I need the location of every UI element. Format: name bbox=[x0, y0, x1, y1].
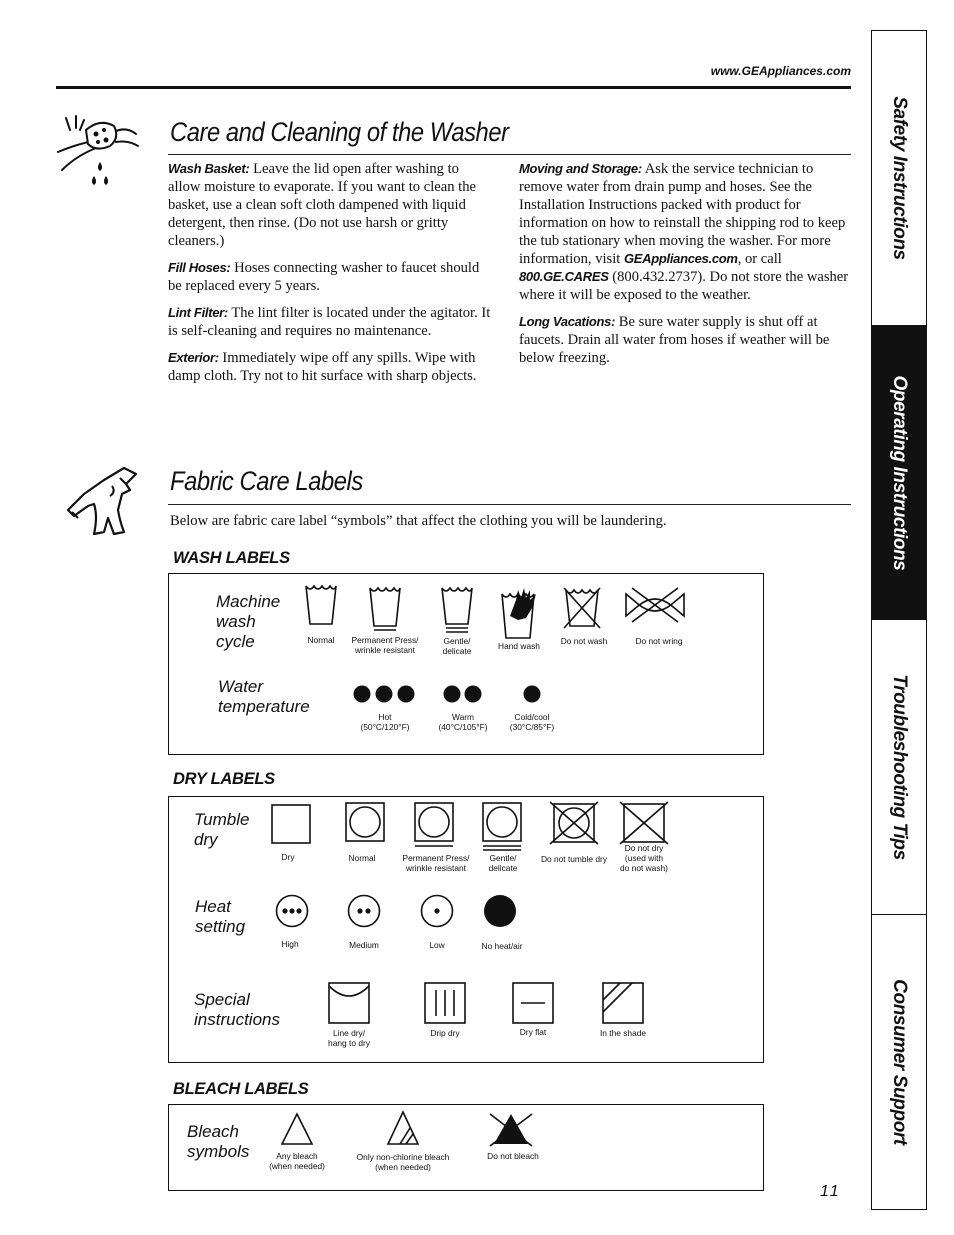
drip-dry-caption: Drip dry bbox=[430, 1028, 460, 1038]
hand-wash-icon bbox=[500, 586, 540, 644]
hand-wash-caption: Hand wash bbox=[498, 641, 540, 651]
care-title: Care and Cleaning of the Washer bbox=[170, 117, 509, 147]
do-not-wash-caption: Do not wash bbox=[560, 636, 608, 646]
warm-temperature-icon bbox=[442, 684, 484, 704]
machine-wash-cycle-label: Machine wash cycle bbox=[216, 592, 281, 651]
tumble-gentle-caption: Gentle/ delicate bbox=[488, 853, 518, 873]
dry-flat-caption: Dry flat bbox=[519, 1027, 547, 1037]
do-not-bleach-caption: Do not bleach bbox=[487, 1151, 539, 1161]
care-left-column bbox=[168, 160, 493, 394]
cold-temperature-icon bbox=[522, 684, 542, 704]
medium-heat-icon bbox=[347, 894, 381, 928]
fabric-intro: Below are fabric care label “symbols” that affect the clothing you will be laundering. bbox=[170, 513, 667, 529]
do-not-wring-icon bbox=[622, 586, 688, 624]
bleach-labels-box bbox=[168, 1104, 764, 1191]
hot-temperature-icon bbox=[352, 684, 418, 704]
tumble-dry-normal-icon bbox=[345, 802, 385, 842]
exterior-para: Exterior: Immediately wipe off any spills. Wipe with damp cloth. Try not to hit surface with sharp objects. bbox=[168, 350, 477, 384]
do-not-bleach-icon bbox=[486, 1110, 536, 1148]
dry-flat-icon bbox=[512, 982, 554, 1024]
dry-caption: Dry bbox=[281, 852, 295, 862]
long-vacations-para: Long Vacations: Be sure water supply is shut off at faucets. Drain all water from hoses if weather will be below freezing. bbox=[519, 314, 830, 366]
sponge-cleaning-icon bbox=[56, 112, 146, 194]
tab-consumer-label: Consumer Support bbox=[889, 979, 910, 1145]
wash-labels-heading: WASH LABELS bbox=[173, 549, 290, 567]
tab-consumer-support[interactable] bbox=[872, 915, 926, 1209]
bleach-symbols-label: Bleach symbols bbox=[187, 1122, 250, 1161]
line-dry-caption: Line dry/ hang to dry bbox=[328, 1028, 370, 1048]
heat-setting-label: Heat setting bbox=[195, 897, 246, 936]
tab-operating-instructions[interactable] bbox=[872, 325, 926, 620]
website-url: www.GEAppliances.com bbox=[710, 64, 851, 78]
tumble-dry-permanent-press-icon bbox=[414, 802, 454, 848]
tumble-dry-gentle-icon bbox=[482, 802, 522, 852]
no-heat-icon bbox=[483, 894, 517, 928]
non-chlorine-bleach-caption: Only non-chlorine bleach (when needed) bbox=[356, 1152, 450, 1172]
low-heat-icon bbox=[420, 894, 454, 928]
dry-icon bbox=[271, 804, 311, 844]
cold-caption: Cold/cool (30°C/85°F) bbox=[509, 712, 555, 732]
line-dry-icon bbox=[328, 982, 370, 1024]
shirt-icon bbox=[64, 460, 144, 540]
tab-safety-label: Safety Instructions bbox=[889, 96, 910, 260]
non-chlorine-bleach-icon bbox=[386, 1110, 420, 1146]
page-number: 11 bbox=[820, 1183, 841, 1200]
gentle-wash-caption: Gentle/ delicate bbox=[442, 636, 472, 656]
care-title-rule bbox=[168, 154, 851, 155]
gentle-wash-icon bbox=[440, 586, 474, 636]
wash-basket-para: Wash Basket: Leave the lid open after washing to allow moisture to evaporate. If you want to clean the basket, use a clean soft cloth dampened with liquid detergent, then rinse. (Do not use harsh or gritty cleaners.) bbox=[168, 161, 476, 249]
any-bleach-caption: Any bleach (when needed) bbox=[269, 1151, 325, 1171]
high-heat-icon bbox=[275, 894, 309, 928]
tab-troubleshooting-tips[interactable] bbox=[872, 620, 926, 915]
do-not-tumble-dry-caption: Do not tumble dry bbox=[540, 854, 608, 864]
special-instructions-label: Special instructions bbox=[194, 990, 280, 1029]
tumble-normal-caption: Normal bbox=[348, 853, 376, 863]
in-the-shade-caption: In the shade bbox=[599, 1028, 647, 1038]
do-not-dry-caption: Do not dry (used with do not wash) bbox=[620, 843, 668, 873]
tab-operating-label: Operating Instructions bbox=[889, 375, 910, 570]
drip-dry-icon bbox=[424, 982, 466, 1024]
permanent-press-wash-caption: Permanent Press/ wrinkle resistant bbox=[351, 635, 419, 655]
section-tabs bbox=[871, 30, 927, 1210]
no-heat-caption: No heat/air bbox=[481, 941, 523, 951]
medium-caption: Medium bbox=[349, 940, 379, 950]
fill-hoses-para: Fill Hoses: Hoses connecting washer to faucet should be replaced every 5 years. bbox=[168, 260, 480, 294]
do-not-wash-icon bbox=[562, 586, 602, 630]
tumble-permanent-press-caption: Permanent Press/ wrinkle resistant bbox=[402, 853, 470, 873]
low-caption: Low bbox=[429, 940, 445, 950]
header-rule bbox=[56, 86, 851, 89]
ge-cares-phone: 800.GE.CARES bbox=[519, 269, 609, 284]
dry-labels-heading: DRY LABELS bbox=[173, 770, 275, 788]
bleach-labels-heading: BLEACH LABELS bbox=[173, 1080, 309, 1098]
tumble-dry-label: Tumble dry bbox=[194, 810, 250, 849]
fabric-title: Fabric Care Labels bbox=[170, 466, 363, 496]
ge-website-link: GEAppliances.com bbox=[624, 251, 738, 266]
moving-storage-para: Moving and Storage: Ask the service technician to remove water from drain pump and hoses. See the Installation Instructions packed with product for information on how to reinstall the shipping rod to keep the tub stationary when moving the washer. For more information, visit GEAppliances.com, or call 800.GE.CARES (800.432.2737). Do not store the washer where it will be exposed to the weather. bbox=[519, 161, 849, 303]
fabric-title-rule bbox=[168, 504, 851, 505]
normal-wash-icon bbox=[304, 584, 338, 628]
do-not-wring-caption: Do not wring bbox=[635, 636, 683, 646]
lint-filter-para: Lint Filter: The lint filter is located under the agitator. It is self-cleaning and requires no maintenance. bbox=[168, 305, 491, 339]
permanent-press-wash-icon bbox=[368, 586, 402, 630]
dry-in-shade-icon bbox=[602, 982, 644, 1024]
high-caption: High bbox=[281, 939, 299, 949]
warm-caption: Warm (40°C/105°F) bbox=[438, 712, 488, 732]
tab-troubleshooting-label: Troubleshooting Tips bbox=[889, 674, 910, 860]
do-not-dry-icon bbox=[618, 800, 670, 846]
any-bleach-icon bbox=[280, 1112, 314, 1146]
normal-wash-caption: Normal bbox=[307, 635, 335, 645]
hot-caption: Hot (50°C/120°F) bbox=[360, 712, 410, 732]
tab-safety-instructions[interactable] bbox=[872, 31, 926, 325]
care-right-column bbox=[519, 160, 852, 376]
do-not-tumble-dry-icon bbox=[548, 800, 600, 846]
water-temperature-label: Water temperature bbox=[218, 677, 310, 716]
